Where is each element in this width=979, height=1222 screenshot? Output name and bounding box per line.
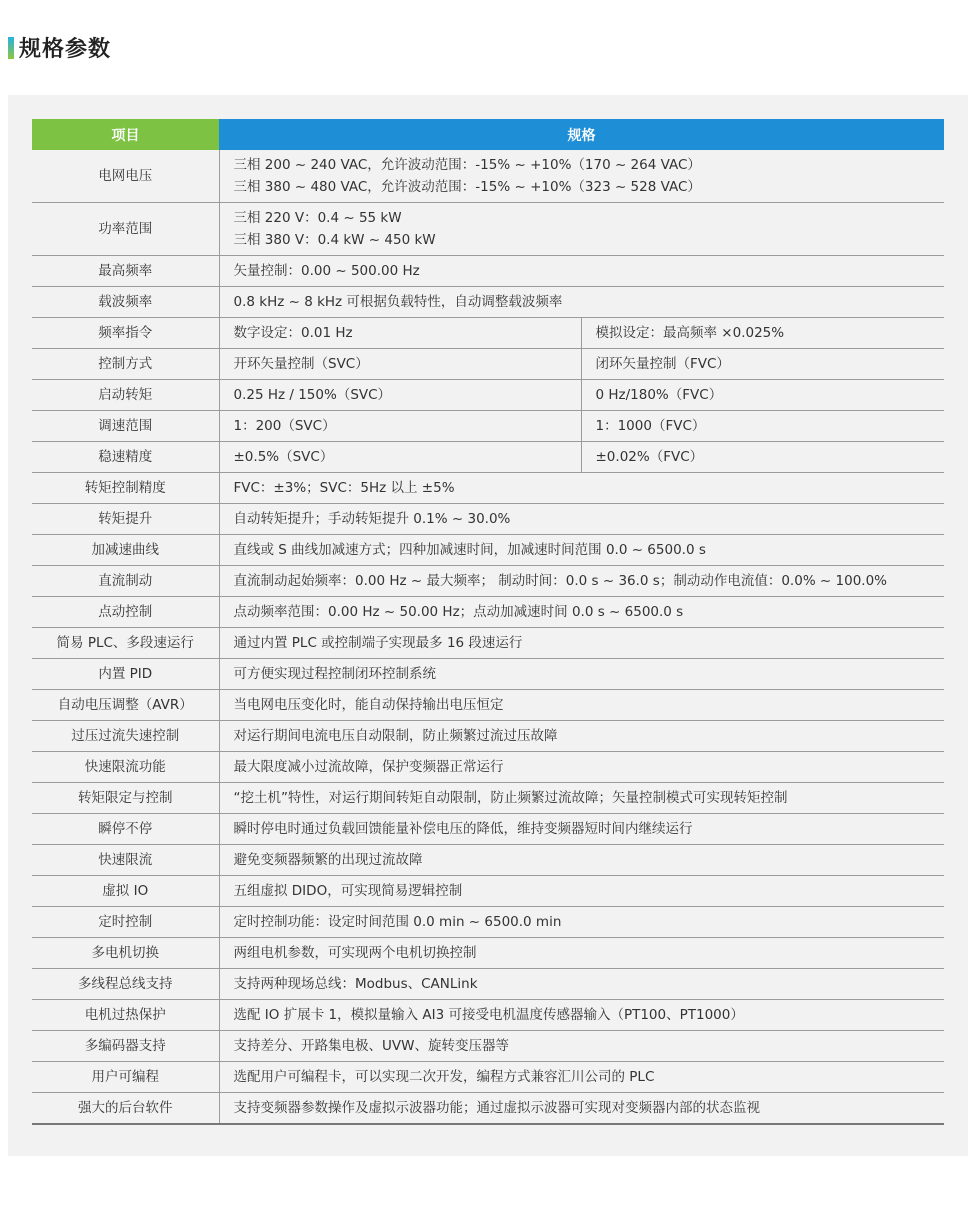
row-item-label: 定时控制 xyxy=(32,907,219,938)
row-item-label: 多线程总线支持 xyxy=(32,969,219,1000)
row-spec-value: 直流制动起始频率：0.00 Hz ~ 最大频率； 制动时间：0.0 s ~ 36.0 s；制动动作电流值：0.0% ~ 100.0% xyxy=(219,566,944,597)
row-spec-value: 选配 IO 扩展卡 1，模拟量输入 AI3 可接受电机温度传感器输入（PT100、PT1000） xyxy=(219,1000,944,1031)
row-spec-value: 避免变频器频繁的出现过流故障 xyxy=(219,845,944,876)
table-row xyxy=(32,1031,944,1062)
spec-table xyxy=(32,119,944,1125)
row-item-label: 启动转矩 xyxy=(32,380,219,411)
row-item-label: 快速限流功能 xyxy=(32,752,219,783)
row-spec-right: 闭环矢量控制（FVC） xyxy=(581,349,944,380)
table-row xyxy=(32,907,944,938)
table-row xyxy=(32,690,944,721)
row-spec-value: 通过内置 PLC 或控制端子实现最多 16 段速运行 xyxy=(219,628,944,659)
table-row xyxy=(32,814,944,845)
row-spec-value: 直线或 S 曲线加减速方式；四种加减速时间，加减速时间范围 0.0 ~ 6500.0 s xyxy=(219,535,944,566)
table-row xyxy=(32,535,944,566)
table-row xyxy=(32,318,944,349)
row-spec-value: 支持两种现场总线：Modbus、CANLink xyxy=(219,969,944,1000)
table-row xyxy=(32,287,944,318)
spec-line: 三相 380 ~ 480 VAC，允许波动范围：-15% ~ +10%（323 ~ 528 VAC） xyxy=(233,179,701,195)
table-row xyxy=(32,721,944,752)
row-item-label: 多电机切换 xyxy=(32,938,219,969)
row-spec-value: 瞬时停电时通过负载回馈能量补偿电压的降低，维持变频器短时间内继续运行 xyxy=(219,814,944,845)
row-spec-value: “挖土机”特性，对运行期间转矩自动限制，防止频繁过流故障；矢量控制模式可实现转矩控制 xyxy=(219,783,944,814)
row-item-label: 简易 PLC、多段速运行 xyxy=(32,628,219,659)
table-row xyxy=(32,845,944,876)
row-spec-value xyxy=(219,203,944,256)
row-spec-left: 1：200（SVC） xyxy=(219,411,581,442)
row-item-label: 多编码器支持 xyxy=(32,1031,219,1062)
row-spec-value: 支持差分、开路集电极、UVW、旋转变压器等 xyxy=(219,1031,944,1062)
row-spec-left: 数字设定：0.01 Hz xyxy=(219,318,581,349)
row-spec-value: 支持变频器参数操作及虚拟示波器功能；通过虚拟示波器可实现对变频器内部的状态监视 xyxy=(219,1093,944,1125)
header-item: 项目 xyxy=(32,119,219,150)
row-item-label: 电网电压 xyxy=(32,150,219,203)
table-row xyxy=(32,659,944,690)
row-item-label: 频率指令 xyxy=(32,318,219,349)
row-item-label: 快速限流 xyxy=(32,845,219,876)
table-row xyxy=(32,1000,944,1031)
spec-line: 三相 380 V：0.4 kW ~ 450 kW xyxy=(233,232,436,248)
row-spec-value: 两组电机参数，可实现两个电机切换控制 xyxy=(219,938,944,969)
row-spec-value: 定时控制功能：设定时间范围 0.0 min ~ 6500.0 min xyxy=(219,907,944,938)
table-row xyxy=(32,876,944,907)
row-item-label: 虚拟 IO xyxy=(32,876,219,907)
row-item-label: 内置 PID xyxy=(32,659,219,690)
table-row xyxy=(32,380,944,411)
row-item-label: 转矩提升 xyxy=(32,504,219,535)
table-row xyxy=(32,411,944,442)
row-item-label: 过压过流失速控制 xyxy=(32,721,219,752)
spec-table-body xyxy=(32,150,944,1124)
table-row xyxy=(32,783,944,814)
row-spec-value: 对运行期间电流电压自动限制，防止频繁过流过压故障 xyxy=(219,721,944,752)
row-item-label: 用户可编程 xyxy=(32,1062,219,1093)
row-spec-left: 开环矢量控制（SVC） xyxy=(219,349,581,380)
table-row xyxy=(32,566,944,597)
heading-accent-bar xyxy=(8,37,14,59)
row-item-label: 电机过热保护 xyxy=(32,1000,219,1031)
spec-line: 三相 200 ~ 240 VAC，允许波动范围：-15% ~ +10%（170 ~ 264 VAC） xyxy=(233,157,701,173)
row-item-label: 转矩限定与控制 xyxy=(32,783,219,814)
row-spec-left: 0.25 Hz / 150%（SVC） xyxy=(219,380,581,411)
table-header-row xyxy=(32,119,944,150)
table-row xyxy=(32,597,944,628)
table-row xyxy=(32,938,944,969)
table-row xyxy=(32,150,944,203)
row-spec-value xyxy=(219,150,944,203)
row-item-label: 功率范围 xyxy=(32,203,219,256)
row-item-label: 自动电压调整（AVR） xyxy=(32,690,219,721)
row-item-label: 强大的后台软件 xyxy=(32,1093,219,1125)
row-item-label: 瞬停不停 xyxy=(32,814,219,845)
page-title: 规格参数 xyxy=(19,37,112,62)
table-row xyxy=(32,349,944,380)
row-item-label: 调速范围 xyxy=(32,411,219,442)
row-spec-left: ±0.5%（SVC） xyxy=(219,442,581,473)
row-item-label: 加减速曲线 xyxy=(32,535,219,566)
row-item-label: 点动控制 xyxy=(32,597,219,628)
table-row xyxy=(32,1093,944,1125)
table-row xyxy=(32,473,944,504)
row-spec-value: 点动频率范围：0.00 Hz ~ 50.00 Hz；点动加减速时间 0.0 s ~ 6500.0 s xyxy=(219,597,944,628)
row-spec-right: ±0.02%（FVC） xyxy=(581,442,944,473)
table-row xyxy=(32,442,944,473)
row-item-label: 控制方式 xyxy=(32,349,219,380)
spec-line: 三相 220 V：0.4 ~ 55 kW xyxy=(233,210,402,226)
row-item-label: 稳速精度 xyxy=(32,442,219,473)
table-row xyxy=(32,504,944,535)
row-spec-value: 可方便实现过程控制闭环控制系统 xyxy=(219,659,944,690)
header-spec: 规格 xyxy=(219,119,944,150)
table-row xyxy=(32,256,944,287)
row-spec-value: 选配用户可编程卡，可以实现二次开发，编程方式兼容汇川公司的 PLC xyxy=(219,1062,944,1093)
table-row xyxy=(32,628,944,659)
table-row xyxy=(32,752,944,783)
row-item-label: 转矩控制精度 xyxy=(32,473,219,504)
row-spec-value: 五组虚拟 DIDO，可实现简易逻辑控制 xyxy=(219,876,944,907)
row-spec-value: 自动转矩提升；手动转矩提升 0.1% ~ 30.0% xyxy=(219,504,944,535)
row-item-label: 直流制动 xyxy=(32,566,219,597)
row-spec-value: 0.8 kHz ~ 8 kHz 可根据负载特性，自动调整载波频率 xyxy=(219,287,944,318)
row-spec-value: 最大限度减小过流故障，保护变频器正常运行 xyxy=(219,752,944,783)
row-spec-value: 当电网电压变化时，能自动保持输出电压恒定 xyxy=(219,690,944,721)
row-spec-value: 矢量控制：0.00 ~ 500.00 Hz xyxy=(219,256,944,287)
table-row xyxy=(32,203,944,256)
table-row xyxy=(32,969,944,1000)
section-heading xyxy=(8,32,111,63)
row-spec-right: 0 Hz/180%（FVC） xyxy=(581,380,944,411)
row-item-label: 载波频率 xyxy=(32,287,219,318)
table-row xyxy=(32,1062,944,1093)
row-spec-right: 1：1000（FVC） xyxy=(581,411,944,442)
row-spec-right: 模拟设定：最高频率 ×0.025% xyxy=(581,318,944,349)
row-spec-value: FVC：±3%；SVC：5Hz 以上 ±5% xyxy=(219,473,944,504)
row-item-label: 最高频率 xyxy=(32,256,219,287)
